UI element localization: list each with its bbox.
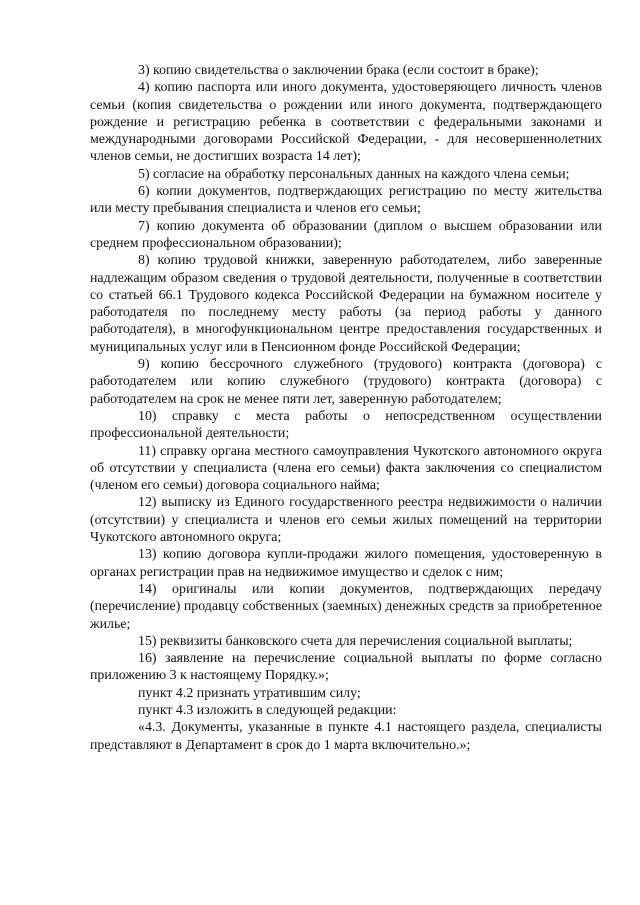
paragraph-item-13: 13) копию договора купли-продажи жилого помещения, удостоверенную в органах регистрации прав на недвижимое имущество и сделок с ним; (90, 547, 602, 580)
paragraph-item-8: 8) копию трудовой книжки, заверенную работодателем, либо заверенные надлежащим образом сведения о трудовой деятельности, полученные в соответствии со статьей 66.1 Трудового кодекса Российской Федерации на бумажном носителе у работодателя по последнему месту работы (за период работы у данного работодателя), в многофункциональном центре предоставления государственных и муниципальных услуг или в Пенсионном фонде Российской Федерации; (90, 253, 602, 355)
paragraph-item-15: 15) реквизиты банковского счета для перечисления социальной выплаты; (138, 633, 573, 649)
paragraph-item-11: 11) справку органа местного самоуправления Чукотского автономного округа об отсутствии у специалиста (члена его семьи) факта заключения со специалистом (членом его семьи) договора социального найма; (90, 443, 602, 494)
paragraph-item-10: 10) справку с места работы о непосредственном осуществлении профессиональной деятельности; (90, 408, 602, 442)
paragraph-item-4: 4) копию паспорта или иного документа, удостоверяющего личность членов семьи (копия свидетельства о рождении или иного документа, подтверждающего рождение и регистрацию ребенка в соответствии с федеральными законами и международными договорами Российской Федерации, - для несовершеннолетних членов семьи, не достигших возраста 14 лет); (90, 80, 602, 165)
paragraph-clause-4-3-text: «4.3. Документы, указанные в пункте 4.1 настоящего раздела, специалисты представляют в Департамент в срок до 1 марта включительно.»; (90, 720, 602, 753)
paragraph-item-6: 6) копии документов, подтверждающих регистрацию по месту жительства или месту пребывания специалиста и членов его семьи; (90, 184, 602, 217)
paragraph-item-5: 5) согласие на обработку персональных данных на каждого члена семьи; (138, 166, 570, 182)
paragraph-item-14: 14) оригиналы или копии документов, подтверждающих передачу (перечисление) продавцу собственных (заемных) денежных средств за приобретенное жилье; (90, 581, 602, 632)
paragraph-clause-4-2: пункт 4.2 признать утратившим силу; (138, 685, 361, 701)
paragraph-item-7: 7) копию документа об образовании (диплом о высшем образовании или среднем профессиональном образовании); (90, 218, 602, 251)
paragraph-item-3: 3) копию свидетельства о заключении брака (если состоит в браке); (138, 63, 539, 78)
paragraph-clause-4-3-intro: пункт 4.3 изложить в следующей редакции: (138, 702, 397, 718)
paragraph-item-12: 12) выписку из Единого государственного реестра недвижимости о наличии (отсутствии) у специалиста и членов его семьи жилых помещений на территории Чукотского автономного округа; (90, 495, 602, 546)
paragraph-item-9: 9) копию бессрочного служебного (трудового) контракта (договора) с работодателем или копию служебного (трудового) контракта (договора) с работодателем на срок не менее пяти лет, заверенную работодателем; (90, 357, 602, 407)
document-page (90, 62, 602, 754)
paragraph-item-16: 16) заявление на перечисление социальной выплаты по форме согласно приложению 3 к настоящему Порядку.»; (90, 651, 602, 684)
